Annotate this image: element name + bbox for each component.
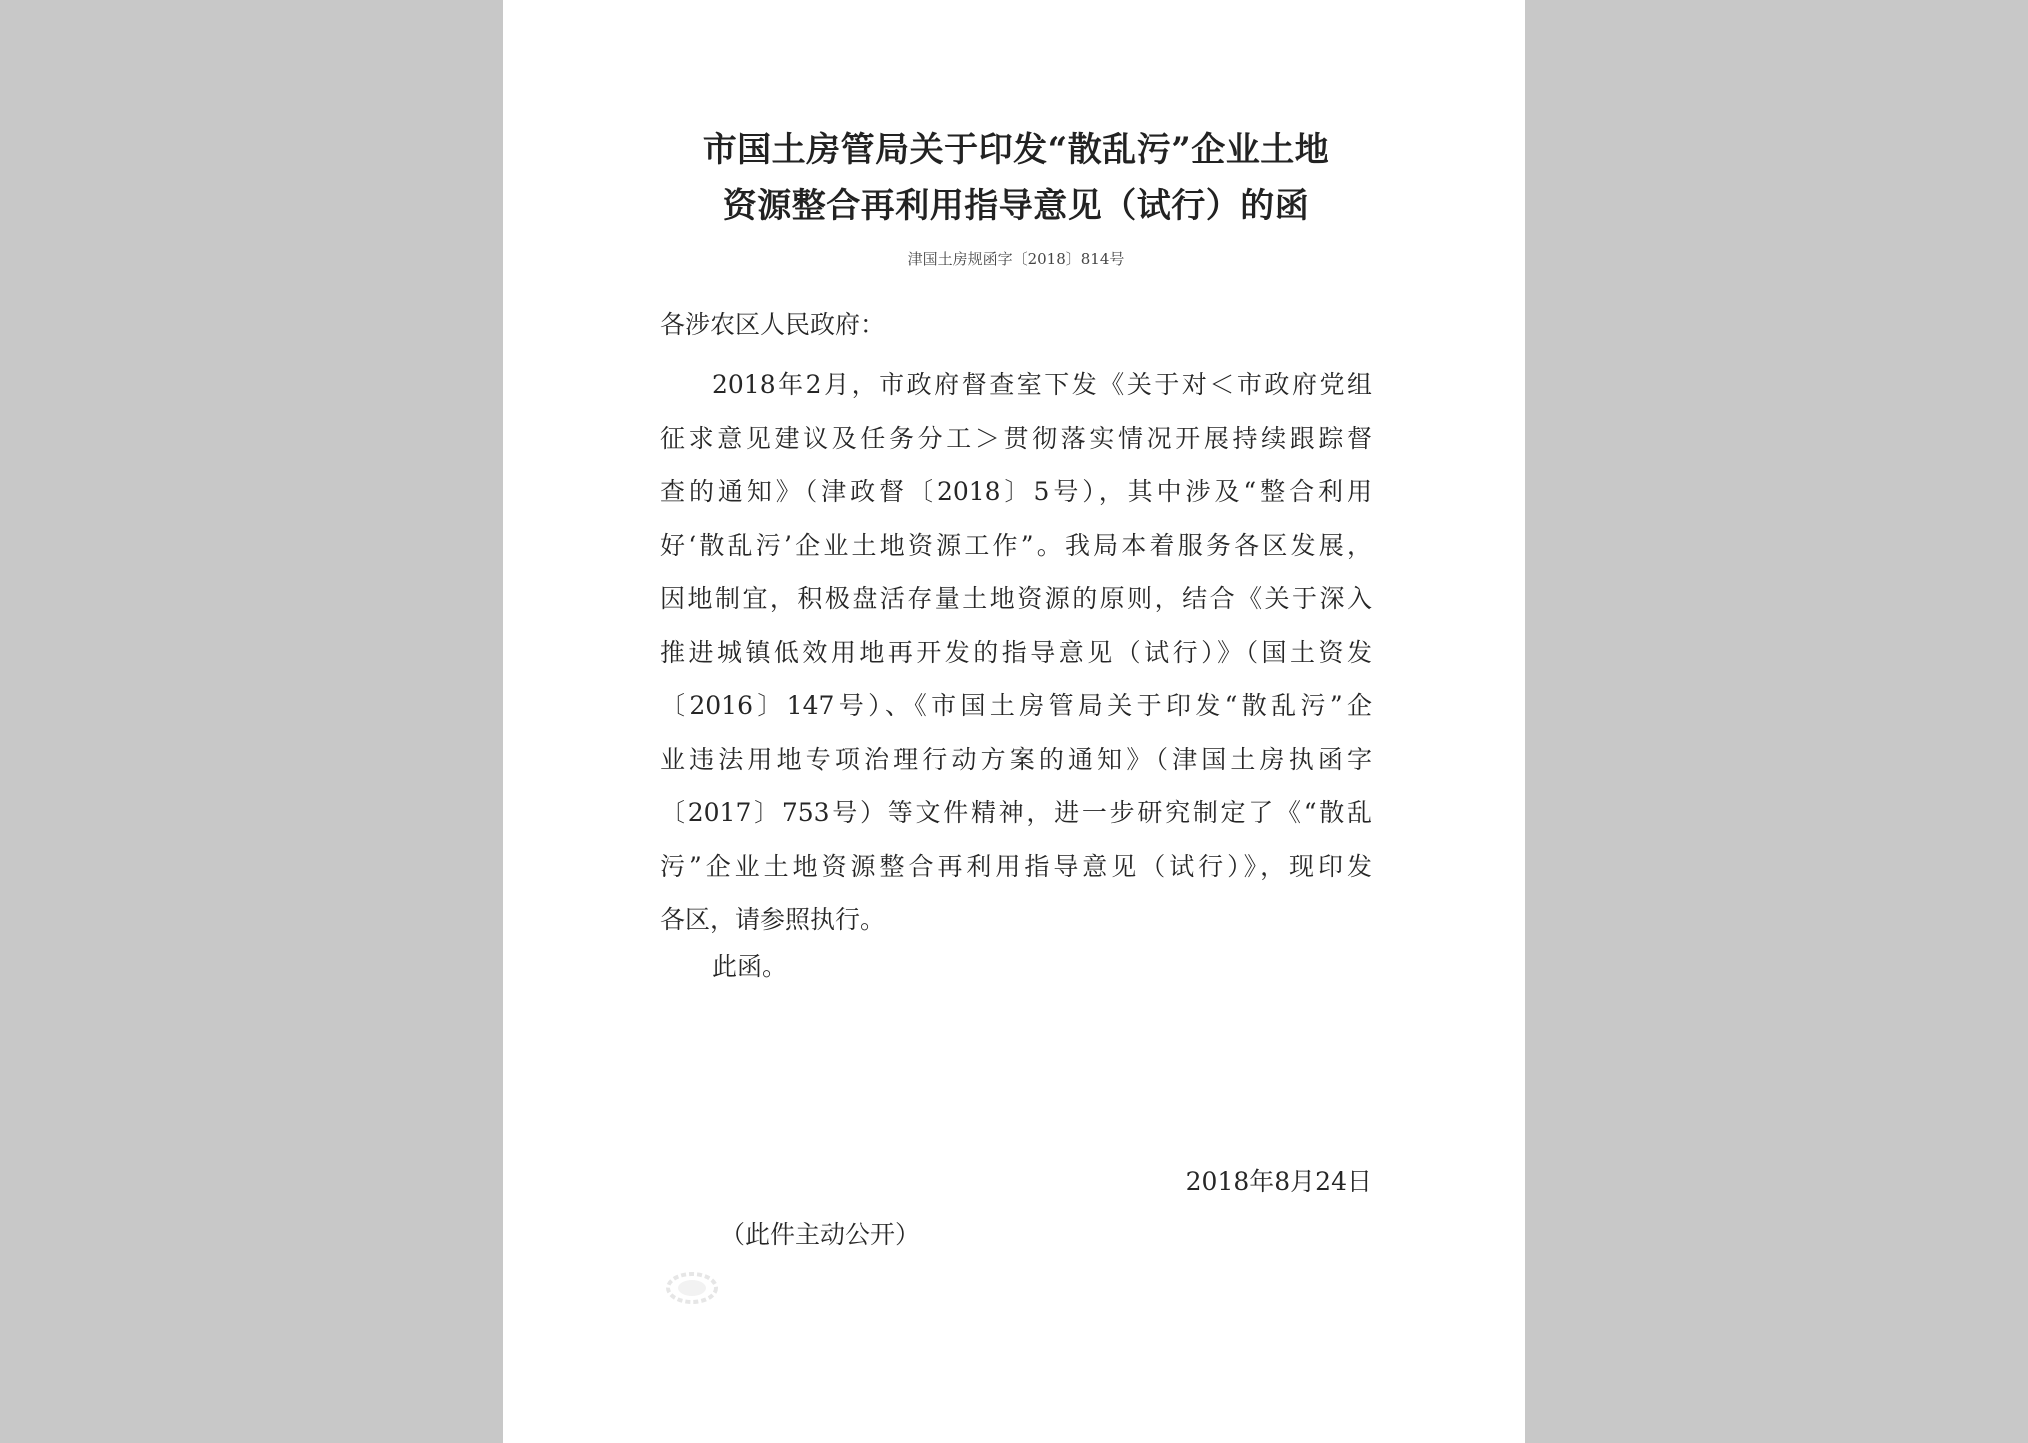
document-page: [503, 0, 1525, 1443]
body-line-6: 推进城镇低效用地再开发的指导意见（试行）》（国土资发: [660, 637, 1372, 667]
document-number: 津国土房规函字〔2018〕814号: [907, 250, 1125, 268]
issue-date: 2018年8月24日: [1185, 1167, 1372, 1196]
body-line-8: 业违法用地专项治理行动方案的通知》（津国土房执函字: [660, 744, 1372, 774]
body-line-2: 征求意见建议及任务分工＞贯彻落实情况开展持续跟踪督: [660, 423, 1372, 453]
body-line-9: 〔2017〕753号）等文件精神，进一步研究制定了《“散乱: [660, 798, 1372, 827]
disclosure-note: （此件主动公开）: [720, 1220, 921, 1249]
body-line-1: 2018年2月，市政府督查室下发《关于对＜市政府党组: [712, 370, 1372, 399]
seal-smudge-icon: [663, 1268, 721, 1308]
closing-text: 此函。: [712, 952, 788, 981]
addressee: 各涉农区人民政府：: [660, 310, 886, 339]
body-line-4: 好‘散乱污’企业土地资源工作”。我局本着服务各区发展，: [660, 530, 1372, 560]
body-paragraph: [660, 358, 1372, 947]
document-title: [660, 122, 1372, 234]
body-line-11: 各区，请参照执行。: [660, 905, 886, 934]
body-line-5: 因地制宜，积极盘活存量土地资源的原则，结合《关于深入: [660, 584, 1372, 613]
title-line-1: 市国土房管局关于印发“散乱污”企业土地: [702, 130, 1330, 170]
body-line-3: 查的通知》（津政督〔2018〕5号），其中涉及“整合利用: [660, 477, 1372, 506]
body-line-7: 〔2016〕147号）、《市国土房管局关于印发“散乱污”企: [660, 691, 1372, 720]
body-line-10: 污”企业土地资源整合再利用指导意见（试行）》，现印发: [660, 851, 1372, 881]
title-line-2: 资源整合再利用指导意见（试行）的函: [722, 186, 1310, 226]
